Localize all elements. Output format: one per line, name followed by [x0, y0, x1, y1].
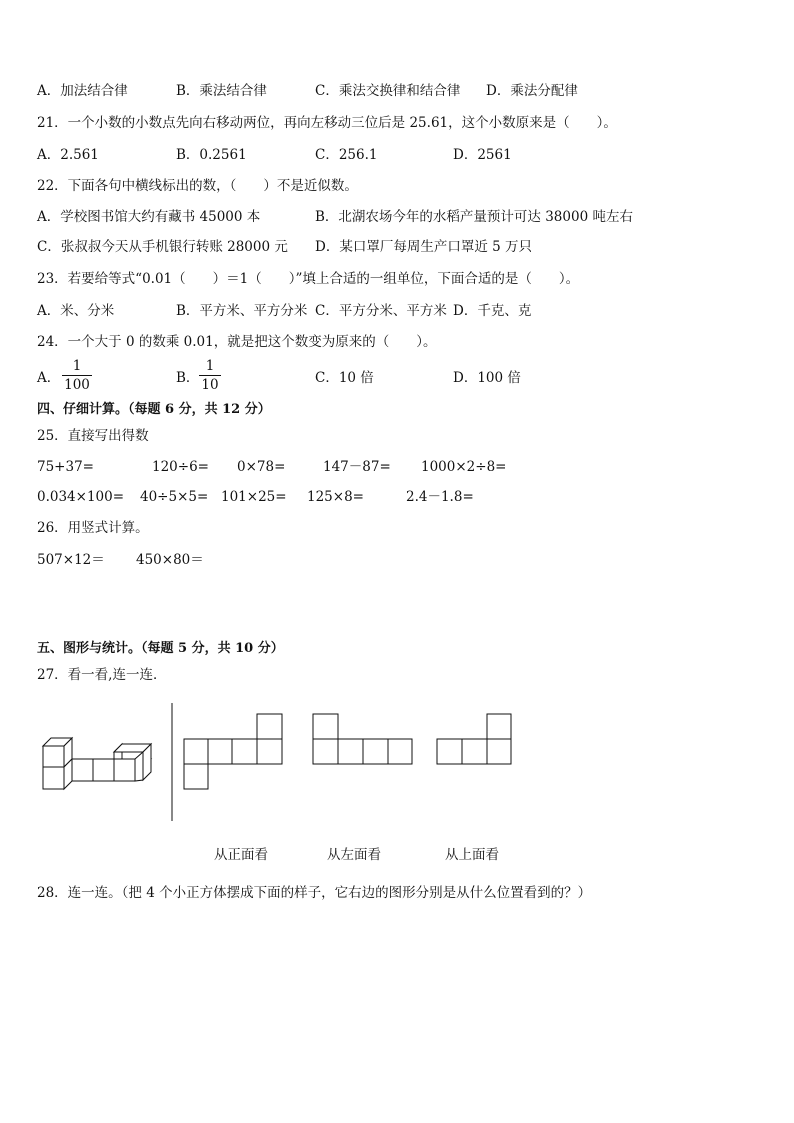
q24-option-d: D．100 倍	[453, 370, 521, 386]
calc-item: 0.034×100=	[37, 489, 125, 505]
q21-option-d: D．2561	[453, 147, 512, 163]
q21-stem: 21．一个小数的小数点先向右移动两位，再向左移动三位后是 25.61，这个小数原来是（ ）。	[37, 115, 617, 131]
q21-option-c: C．256.1	[315, 147, 378, 163]
vertical-calc-item: 507×12＝	[37, 552, 105, 568]
view-label-top: 从上面看	[445, 847, 499, 863]
calc-item: 120÷6=	[152, 459, 209, 475]
view-shape-2	[313, 714, 412, 764]
q23-option-c: C．平方分米、平方米	[315, 303, 447, 319]
q25-stem: 25．直接写出得数	[37, 428, 149, 444]
q26-stem: 26．用竖式计算。	[37, 520, 149, 536]
calc-item: 1000×2÷8=	[421, 459, 507, 475]
q23-stem: 23．若要给等式“0.01（ ）＝1（ ）”填上合适的一组单位，下面合适的是（ ）。	[37, 271, 580, 287]
cube-assembly	[43, 738, 151, 789]
calc-item: 125×8=	[307, 489, 364, 505]
fraction-numerator: 1	[205, 358, 215, 374]
view-label-left: 从左面看	[327, 847, 381, 863]
q22-option-a: A．学校图书馆大约有藏书 45000 本	[37, 209, 261, 225]
fraction-numerator: 1	[72, 358, 82, 374]
q23-option-b: B．平方米、平方分米	[176, 303, 308, 319]
section-5-heading: 五、图形与统计。（每题 5 分，共 10 分）	[37, 641, 284, 656]
fraction-denominator: 100	[64, 377, 90, 393]
q24-stem: 24．一个大于 0 的数乘 0.01，就是把这个数变为原来的（ ）。	[37, 334, 437, 350]
q22-option-b: B．北湖农场今年的水稻产量预计可达 38000 吨左右	[315, 209, 633, 225]
q20-option-a: A．加法结合律	[37, 83, 128, 99]
calc-item: 0×78=	[237, 459, 286, 475]
q27-stem: 27．看一看,连一连．	[37, 667, 167, 683]
q20-option-c: C．乘法交换律和结合律	[315, 83, 461, 99]
q22-option-c: C．张叔叔今天从手机银行转账 28000 元	[37, 239, 288, 255]
fraction-denominator: 10	[201, 377, 219, 393]
calc-item: 147－87=	[323, 459, 391, 475]
q21-option-a: A．2.561	[37, 147, 99, 163]
calc-item: 101×25=	[221, 489, 287, 505]
q22-option-d: D．某口罩厂每周生产口罩近 5 万只	[315, 239, 532, 255]
vertical-calc-item: 450×80＝	[136, 552, 204, 568]
q23-option-d: D．千克、克	[453, 303, 532, 319]
q23-option-a: A．米、分米	[37, 303, 115, 319]
q20-option-b: B．乘法结合律	[176, 83, 267, 99]
q24-option-a-label: A．	[37, 370, 61, 386]
calc-item: 2.4－1.8=	[406, 489, 474, 505]
view-label-front: 从正面看	[214, 847, 268, 863]
q22-stem: 22．下面各句中横线标出的数，（ ）不是近似数。	[37, 178, 358, 194]
view-shape-1	[184, 714, 282, 789]
calc-item: 40÷5×5=	[140, 489, 209, 505]
q21-option-b: B．0.2561	[176, 147, 247, 163]
q28-stem: 28．连一连。（把 4 个小正方体摆成下面的样子，它右边的图形分别是从什么位置看到的？）	[37, 885, 592, 901]
view-shape-3	[437, 714, 511, 764]
section-4-heading: 四、仔细计算。（每题 6 分，共 12 分）	[37, 402, 271, 417]
calc-item: 75+37=	[37, 459, 94, 475]
q20-option-d: D．乘法分配律	[486, 83, 578, 99]
q24-option-b-label: B．	[176, 370, 200, 386]
q24-option-c: C．10 倍	[315, 370, 374, 386]
